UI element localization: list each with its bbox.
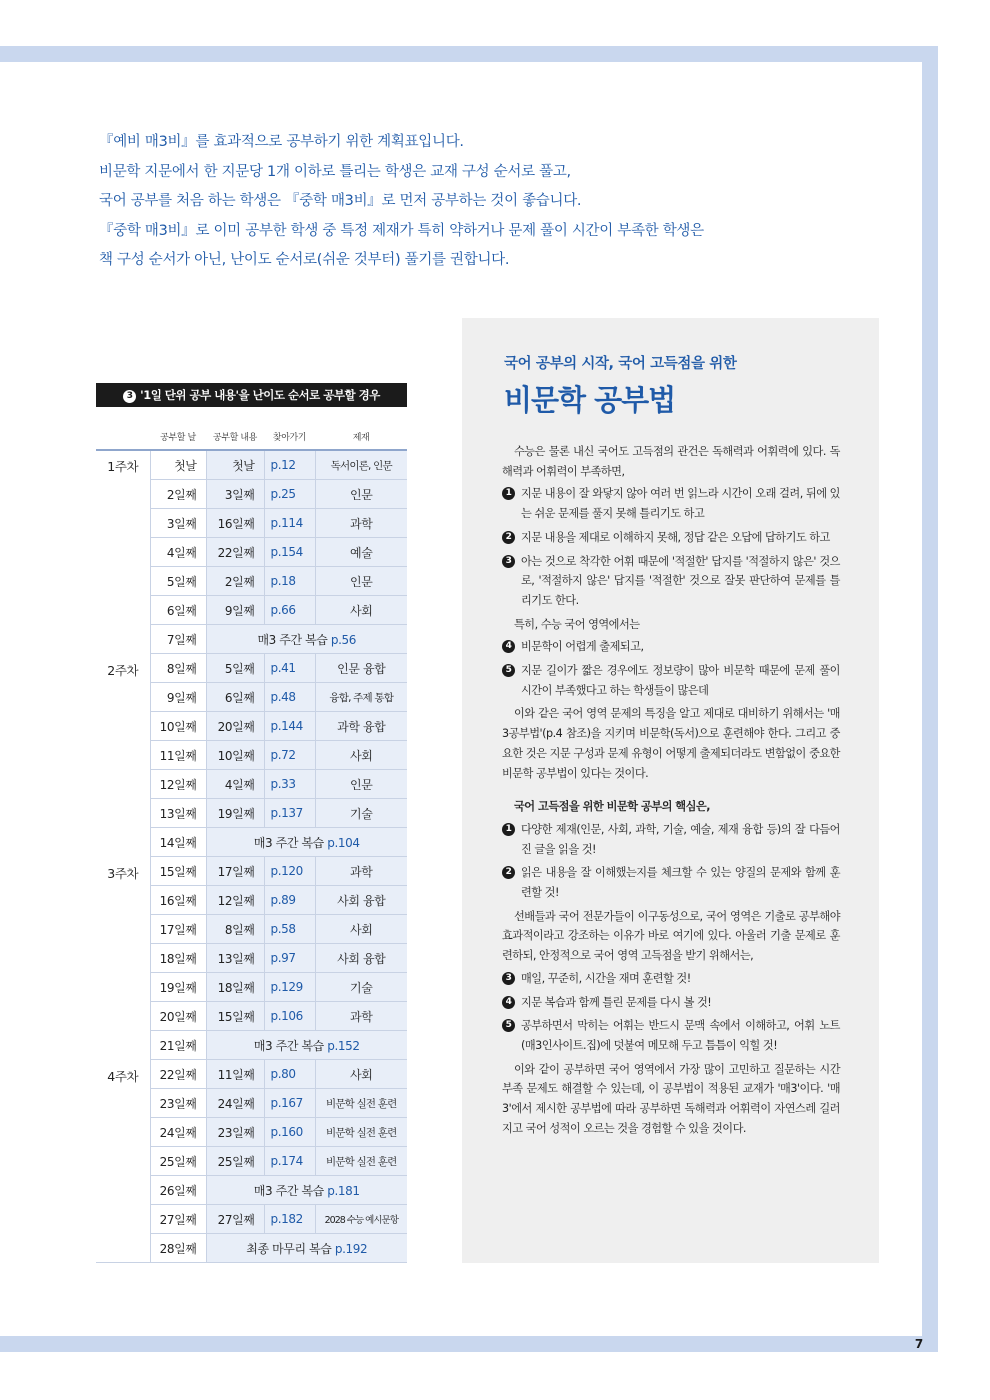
day-cell: 16일째 [150,886,206,915]
bullet-item [502,993,840,1013]
table-row [96,1060,407,1089]
number-badge-icon: 1 [502,823,515,836]
page-cell: p.129 [264,973,315,1002]
bullet-text: 공부하면서 막히는 어휘는 반드시 문맥 속에서 이해하고, 어휘 노트(매3인사이트.집)에 덧붙여 메모해 두고 틈틈이 익힐 것! [521,1019,840,1052]
unit-cell: 5일째 [206,654,264,683]
bullet-item [502,863,840,902]
number-badge-icon: 5 [502,1019,515,1032]
unit-cell: 13일째 [206,944,264,973]
day-cell: 3일째 [150,509,206,538]
review-page-link: p.104 [327,835,360,850]
week-label: 1주차 [96,450,150,654]
number-badge-icon: 3 [123,390,136,403]
number-badge-icon: 5 [502,664,515,677]
page-cell: p.167 [264,1089,315,1118]
unit-cell: 15일째 [206,1002,264,1031]
bullet-item [502,484,840,523]
study-plan-table [96,424,407,1263]
page-cell: p.114 [264,509,315,538]
subject-cell: 사회 [315,596,407,625]
unit-cell: 23일째 [206,1118,264,1147]
week-label: 3주차 [107,865,139,881]
bullet-text: 비문학이 어렵게 출제되고, [521,640,644,654]
bullet-text: 매일, 꾸준히, 시간을 재며 훈련할 것! [521,971,691,985]
unit-cell: 18일째 [206,973,264,1002]
review-page-link: p.56 [330,632,357,647]
unit-cell: 27일째 [206,1205,264,1234]
intro-line: 국어 공부를 처음 하는 학생은 『중학 매3비』로 먼저 공부하는 것이 좋습니다. [99,193,582,209]
page-cell: p.154 [264,538,315,567]
page-cell: p.18 [264,567,315,596]
day-cell: 10일째 [150,712,206,741]
table-row [96,857,407,886]
intro-line: 책 구성 순서가 아닌, 난이도 순서로(쉬운 것부터) 풀기를 권합니다. [99,252,510,268]
day-cell: 8일째 [150,654,206,683]
day-cell: 20일째 [150,1002,206,1031]
unit-cell: 11일째 [206,1060,264,1089]
review-cell [206,1031,407,1060]
subject-cell: 사회 [315,1060,407,1089]
subject-cell: 인문 [315,480,407,509]
subject-cell: 기술 [315,973,407,1002]
paragraph: 이와 같이 공부하면 국어 영역에서 가장 많이 고민하고 질문하는 시간 부족 문제도 해결할 수 있는데, 이 공부법이 적용된 교재가 '매3'이다. '매3'에서 제시한 공부법에 따라 공부하면 독해력과 어휘력이 자연스레 길러지고 국어 성적이 오르는 것을 경험할 수 있을 것이다. [502,1062,840,1135]
page-cell: p.182 [264,1205,315,1234]
review-cell [206,1234,407,1263]
unit-cell: 24일째 [206,1089,264,1118]
review-label: 매3 주간 복습 [253,1183,324,1198]
method-subtitle: 국어 공부의 시작, 국어 고득점을 위한 [504,356,737,372]
bullet-text: 지문 내용을 제대로 이해하지 못해, 정답 같은 오답에 답하기도 하고 [521,530,830,544]
review-cell [206,828,407,857]
bullet-text: 읽은 내용을 잘 이해했는지를 체크할 수 있는 양질의 문제와 함께 훈련할 것! [521,866,840,900]
paragraph: 이와 같은 국어 영역 문제의 특징을 알고 제대로 대비하기 위해서는 '매3공부법'(p.4 참조)을 지키며 비문학(독서)으로 훈련해야 한다. 그리고 중요한 것은 지문 구성과 문제 유형이 어떻게 출제되더라도 변함없이 중요한 비문학 공부법이 있다는 것이다. [502,707,840,780]
review-label: 최종 마무리 복습 [246,1241,332,1256]
subject-cell: 과학 [315,1002,407,1031]
page-cell: p.12 [264,450,315,480]
unit-cell: 16일째 [206,509,264,538]
table-row [96,450,407,480]
day-cell: 2일째 [150,480,206,509]
paragraph: 특히, 수능 국어 영역에서는 [514,617,640,631]
subject-cell: 2028 수능 예시문항 [315,1205,407,1234]
page-cell: p.72 [264,741,315,770]
unit-cell: 8일째 [206,915,264,944]
week-label: 2주차 [107,662,139,678]
subject-cell: 과학 [315,857,407,886]
day-cell: 22일째 [150,1060,206,1089]
page-frame-right [922,46,938,1352]
day-cell: 27일째 [150,1205,206,1234]
column-header: 제재 [352,433,370,443]
day-cell: 9일째 [150,683,206,712]
day-cell: 24일째 [150,1118,206,1147]
number-badge-icon: 2 [502,531,515,544]
unit-cell: 6일째 [206,683,264,712]
plan-header-text: '1일 단위 공부 내용'을 난이도 순서로 공부할 경우 [140,388,380,402]
method-title: 비문학 공부법 [504,383,676,417]
method-body [502,442,840,1142]
intro-line: 『예비 매3비』를 효과적으로 공부하기 위한 계획표입니다. [99,134,464,150]
bullet-item [502,637,840,657]
page-cell: p.41 [264,654,315,683]
day-cell: 6일째 [150,596,206,625]
intro-line: 비문학 지문에서 한 지문당 1개 이하로 틀리는 학생은 교재 구성 순서로 풀고, [99,163,571,180]
day-cell: 4일째 [150,538,206,567]
day-cell: 15일째 [150,857,206,886]
bullet-list [502,637,840,700]
day-cell: 28일째 [150,1234,206,1263]
bullet-item [502,528,840,548]
number-badge-icon: 3 [502,972,515,985]
page-cell: p.58 [264,915,315,944]
unit-cell: 20일째 [206,712,264,741]
day-cell: 25일째 [150,1147,206,1176]
unit-cell: 9일째 [206,596,264,625]
day-cell: 11일째 [150,741,206,770]
number-badge-icon: 4 [502,996,515,1009]
paragraph: 선배들과 국어 전문가들이 이구동성으로, 국어 영역은 기출로 공부해야 효과적이라고 강조하는 이유가 바로 여기에 있다. 아울러 기출 문제로 훈련하되, 안정적으로 국어 영역 고득점을 받기 위해서는, [502,909,840,963]
subject-cell: 과학 융합 [315,712,407,741]
bullet-text: 지문 복습과 함께 틀린 문제를 다시 볼 것! [521,995,712,1009]
page-number: 7 [914,1337,924,1351]
page-cell: p.137 [264,799,315,828]
number-badge-icon: 3 [502,555,515,568]
day-cell: 18일째 [150,944,206,973]
bullet-item [502,969,840,989]
subject-cell: 예술 [315,538,407,567]
bullet-item [502,1016,840,1055]
subject-cell: 사회 [315,915,407,944]
unit-cell: 25일째 [206,1147,264,1176]
review-label: 매3 주간 복습 [257,632,328,647]
subject-cell: 사회 융합 [315,944,407,973]
number-badge-icon: 1 [502,487,515,500]
unit-cell: 22일째 [206,538,264,567]
page-cell: p.97 [264,944,315,973]
day-cell: 12일째 [150,770,206,799]
day-cell: 21일째 [150,1031,206,1060]
day-cell: 17일째 [150,915,206,944]
table-body [96,450,407,1263]
bullet-text: 지문 길이가 짧은 경우에도 정보량이 많아 비문학 때문에 문제 풀이 시간이 부족했다고 하는 학생들이 많은데 [521,664,840,697]
page-cell: p.48 [264,683,315,712]
subject-cell: 독서이론, 인문 [315,450,407,480]
page-cell: p.66 [264,596,315,625]
page-cell: p.89 [264,886,315,915]
page-frame-bottom [0,1336,938,1352]
subject-cell: 융합, 주제 통합 [315,683,407,712]
number-badge-icon: 2 [502,866,515,879]
subject-cell: 비문학 실전 훈련 [315,1089,407,1118]
subject-cell: 비문학 실전 훈련 [315,1118,407,1147]
page-cell: p.33 [264,770,315,799]
intro-text [99,128,819,276]
unit-cell: 17일째 [206,857,264,886]
day-cell: 26일째 [150,1176,206,1205]
page-cell: p.106 [264,1002,315,1031]
table-row [96,654,407,683]
column-header-week [96,424,150,450]
section-heading: 국어 고득점을 위한 비문학 공부의 핵심은, [514,800,710,814]
review-label: 매3 주간 복습 [253,1038,324,1053]
subject-cell: 기술 [315,799,407,828]
bullet-item [502,661,840,700]
page-cell: p.80 [264,1060,315,1089]
subject-cell: 과학 [315,509,407,538]
day-cell: 5일째 [150,567,206,596]
day-cell: 14일째 [150,828,206,857]
column-header: 공부할 날 [160,433,196,443]
bullet-text: 지문 내용이 잘 와닿지 않아 여러 번 읽느라 시간이 오래 걸려, 뒤에 있는 쉬운 문제를 풀지 못해 틀리기도 하고 [521,487,840,521]
number-badge-icon: 4 [502,640,515,653]
plan-header [96,383,407,407]
bullet-text: 아는 것으로 착각한 어휘 때문에 '적절한' 답지를 '적절하지 않은' 것으로, '적절하지 않은' 답지를 '적절한' 것으로 잘못 판단하여 문제를 틀리기도 한다. [521,554,840,607]
unit-cell: 첫날 [206,450,264,480]
column-header: 찾아가기 [272,433,307,443]
paragraph: 수능은 물론 내신 국어도 고득점의 관건은 독해력과 어휘력에 있다. 독해력과 어휘력이 부족하면, [502,445,840,478]
bullet-item [502,552,840,611]
unit-cell: 3일째 [206,480,264,509]
intro-line: 『중학 매3비』로 이미 공부한 학생 중 특정 제재가 특히 약하거나 문제 풀이 시간이 부족한 학생은 [99,222,704,239]
unit-cell: 12일째 [206,886,264,915]
day-cell: 13일째 [150,799,206,828]
page-cell: p.174 [264,1147,315,1176]
column-header: 공부할 내용 [213,433,257,443]
day-cell: 19일째 [150,973,206,1002]
review-page-link: p.181 [327,1183,360,1198]
subject-cell: 사회 융합 [315,886,407,915]
bullet-item [502,820,840,859]
bullet-text: 다양한 제재(인문, 사회, 과학, 기술, 예술, 제재 융합 등)의 잘 다듬어진 글을 읽을 것! [521,822,840,856]
page-cell: p.160 [264,1118,315,1147]
table-header-row [96,424,407,450]
review-label: 매3 주간 복습 [253,835,324,850]
subject-cell: 비문학 실전 훈련 [315,1147,407,1176]
review-cell [206,625,407,654]
page-frame-top [0,46,938,62]
subject-cell: 인문 [315,567,407,596]
review-cell [206,1176,407,1205]
subject-cell: 인문 [315,770,407,799]
bullet-list [502,484,840,610]
unit-cell: 2일째 [206,567,264,596]
bullet-list [502,820,840,903]
unit-cell: 10일째 [206,741,264,770]
week-label: 4주차 [96,1060,150,1263]
page-cell: p.144 [264,712,315,741]
subject-cell: 사회 [315,741,407,770]
day-cell: 23일째 [150,1089,206,1118]
day-cell: 첫날 [150,450,206,480]
day-cell: 7일째 [150,625,206,654]
subject-cell: 인문 융합 [315,654,407,683]
unit-cell: 19일째 [206,799,264,828]
page-cell: p.120 [264,857,315,886]
review-page-link: p.192 [334,1241,368,1256]
review-page-link: p.152 [327,1038,360,1053]
bullet-list [502,969,840,1056]
page-cell: p.25 [264,480,315,509]
method-panel [462,318,879,1263]
unit-cell: 4일째 [206,770,264,799]
